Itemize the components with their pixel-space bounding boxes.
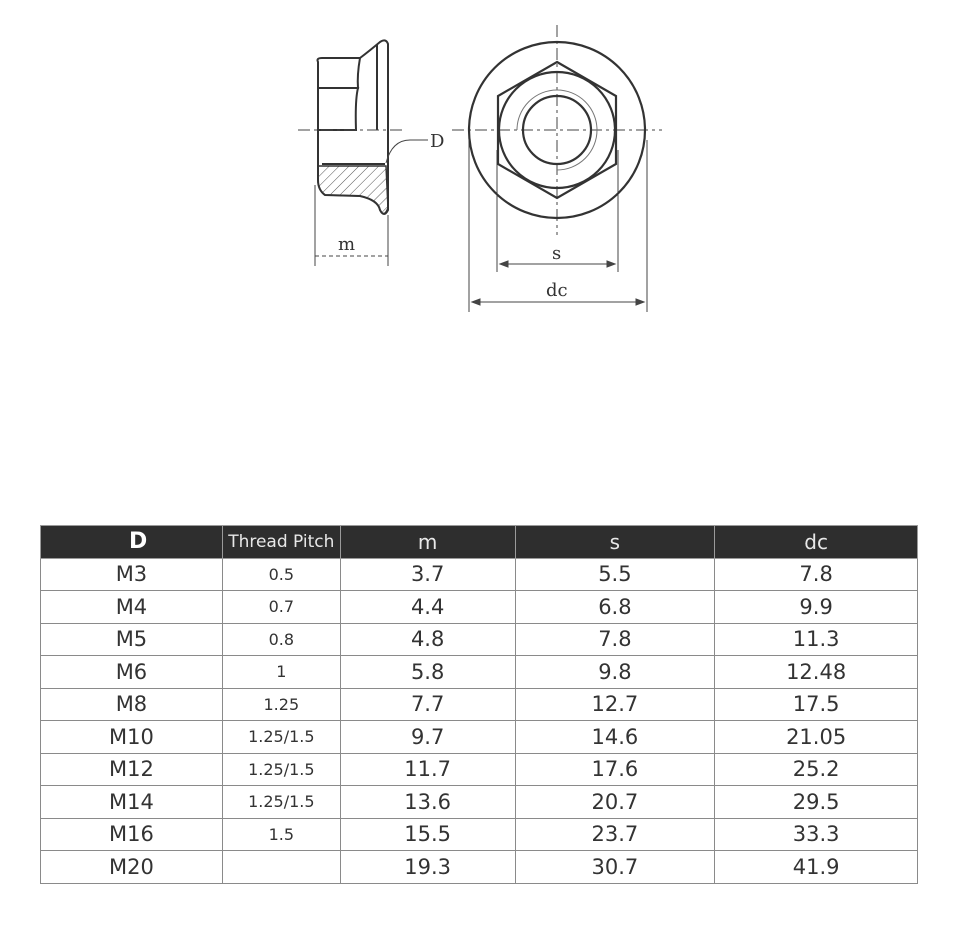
table-row [41,753,918,786]
cell-dc: 33.3 [715,818,918,851]
table-row [41,721,918,754]
table-row [41,688,918,721]
cell-thread-pitch: 1.25 [222,688,340,721]
header-D: D [41,526,223,559]
header-thread-pitch: Thread Pitch [222,526,340,559]
cell-s: 14.6 [515,721,715,754]
cell-dc: 21.05 [715,721,918,754]
cell-dc: 11.3 [715,623,918,656]
cell-d: M3 [41,558,223,591]
label-D: D [430,131,445,152]
cell-d: M8 [41,688,223,721]
cell-thread-pitch: 0.5 [222,558,340,591]
header-m: m [340,526,515,559]
cell-d: M10 [41,721,223,754]
table-row [41,818,918,851]
label-m: m [338,234,356,255]
cell-dc: 9.9 [715,591,918,624]
cell-m: 11.7 [340,753,515,786]
table-row [41,591,918,624]
cell-thread-pitch: 1.25/1.5 [222,753,340,786]
cell-m: 15.5 [340,818,515,851]
table-row [41,623,918,656]
table-row [41,851,918,884]
cell-m: 13.6 [340,786,515,819]
cell-m: 4.8 [340,623,515,656]
cell-thread-pitch: 0.8 [222,623,340,656]
cell-dc: 17.5 [715,688,918,721]
cell-s: 17.6 [515,753,715,786]
dimension-table [40,525,918,884]
table-row [41,786,918,819]
cell-thread-pitch [222,851,340,884]
cell-m: 9.7 [340,721,515,754]
cell-thread-pitch: 1.5 [222,818,340,851]
cell-d: M5 [41,623,223,656]
cell-d: M16 [41,818,223,851]
table-row [41,558,918,591]
cell-thread-pitch: 1.25/1.5 [222,786,340,819]
cell-d: M4 [41,591,223,624]
cell-dc: 7.8 [715,558,918,591]
cell-d: M20 [41,851,223,884]
table-header-row [41,526,918,559]
cell-dc: 41.9 [715,851,918,884]
header-s: s [515,526,715,559]
header-dc: dc [715,526,918,559]
flange-nut-drawing [0,0,960,340]
cell-thread-pitch: 1.25/1.5 [222,721,340,754]
cell-thread-pitch: 0.7 [222,591,340,624]
cell-s: 20.7 [515,786,715,819]
cell-thread-pitch: 1 [222,656,340,689]
cell-s: 7.8 [515,623,715,656]
cell-d: M12 [41,753,223,786]
cell-m: 5.8 [340,656,515,689]
cell-d: M6 [41,656,223,689]
cell-s: 23.7 [515,818,715,851]
cell-m: 3.7 [340,558,515,591]
cell-s: 30.7 [515,851,715,884]
cell-m: 19.3 [340,851,515,884]
label-dc: dc [546,280,568,301]
cell-dc: 12.48 [715,656,918,689]
table-row [41,656,918,689]
cell-s: 12.7 [515,688,715,721]
side-view [318,40,389,214]
cell-s: 5.5 [515,558,715,591]
cell-dc: 29.5 [715,786,918,819]
cell-m: 7.7 [340,688,515,721]
cell-s: 9.8 [515,656,715,689]
cell-dc: 25.2 [715,753,918,786]
cell-d: M14 [41,786,223,819]
cell-m: 4.4 [340,591,515,624]
label-s: s [552,243,562,264]
cell-s: 6.8 [515,591,715,624]
